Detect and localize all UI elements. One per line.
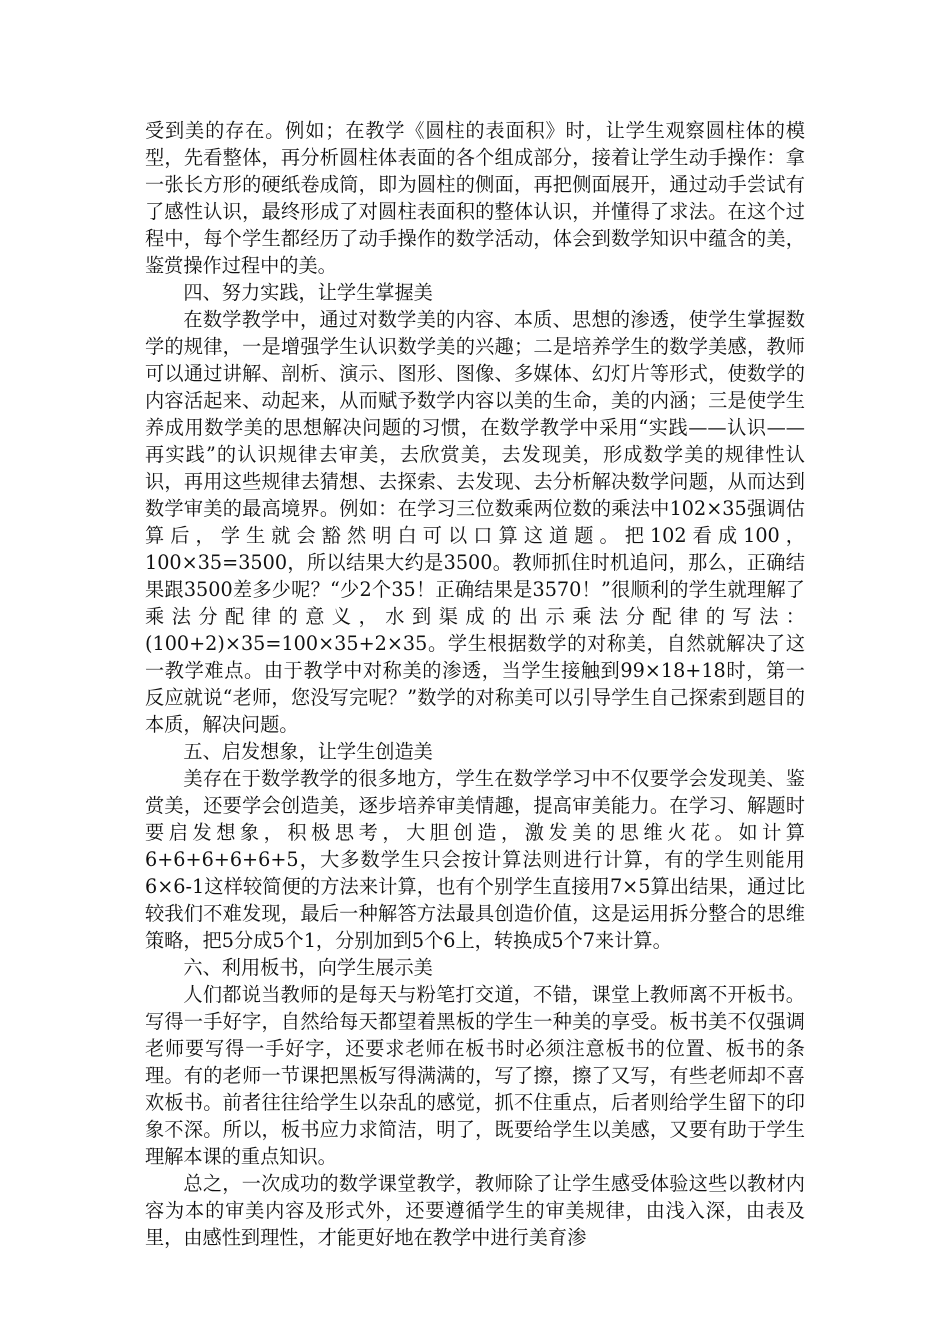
- section-heading-4: 四、努力实践，让学生掌握美: [183, 281, 433, 304]
- paragraph-conclusion: 总之，一次成功的数学课堂教学，教师除了让学生感受体验这些以教材内容为本的审美内容及形式外，还要遵循学生的审美规律，由浅入深，由表及里，由感性到理性，才能更好地在教学中进行美育渗: [145, 1172, 805, 1249]
- document-body: [145, 117, 805, 1251]
- section-heading-5: 五、启发想象，让学生创造美: [183, 740, 433, 763]
- section-heading-6: 六、利用板书，向学生展示美: [183, 956, 433, 979]
- paragraph-continuation: 受到美的存在。例如；在教学《圆柱的表面积》时，让学生观察圆柱体的模型，先看整体，再分析圆柱体表面的各个组成部分，接着让学生动手操作：拿一张长方形的硬纸卷成筒，即为圆柱的侧面，再把侧面展开，通过动手尝试有了感性认识，最终形成了对圆柱表面积的整体认识，并懂得了求法。在这个过程中，每个学生都经历了动手操作的数学活动，体会到数学知识中蕴含的美，鉴赏操作过程中的美。: [145, 119, 805, 277]
- paragraph-section-4: 在数学教学中，通过对数学美的内容、本质、思想的渗透，使学生掌握数学的规律，一是增强学生认识数学美的兴趣；二是培养学生的数学美感，教师可以通过讲解、剖析、演示、图形、图像、多媒体、幻灯片等形式，使数学的内容活起来、动起来，从而赋予数学内容以美的生命，美的内涵；三是使学生养成用数学美的思想解决问题的习惯，在数学教学中采用“实践——认识——再实践”的认识规律去审美，去欣赏美，去发现美，形成数学美的规律性认识，再用这些规律去猜想、去探索、去发现、去分析解决数学问题，从而达到数学审美的最高境界。例如：在学习三位数乘两位数的乘法中102×35强调估算后，学生就会豁然明白可以口算这道题。把102看成100，100×35=3500，所以结果大约是3500。教师抓住时机追问，那么，正确结果跟3500差多少呢？“少2个35！正确结果是3570！”很顺利的学生就理解了乘法分配律的意义，水到渠成的出示乘法分配律的写法：(100+2)×35=100×35+2×35。学生根据数学的对称美，自然就解决了这一教学难点。由于教学中对称美的渗透，当学生接触到99×18+18时，第一反应就说“老师，您没写完呢？”数学的对称美可以引导学生自己探索到题目的本质，解决问题。: [145, 308, 805, 736]
- paragraph-section-6: 人们都说当教师的是每天与粉笔打交道，不错，课堂上教师离不开板书。写得一手好字，自然给每天都望着黑板的学生一种美的享受。板书美不仅强调老师要写得一手好字，还要求老师在板书时必须注意板书的位置、板书的条理。有的老师一节课把黑板写得满满的，写了擦，擦了又写，有些老师却不喜欢板书。前者往往给学生以杂乱的感觉，抓不住重点，后者则给学生留下的印象不深。所以，板书应力求简洁，明了，既要给学生以美感，又要有助于学生理解本课的重点知识。: [145, 983, 805, 1168]
- paragraph-section-5: 美存在于数学教学的很多地方，学生在数学学习中不仅要学会发现美、鉴赏美，还要学会创造美，逐步培养审美情趣，提高审美能力。在学习、解题时要启发想象，积极思考，大胆创造，激发美的思维火花。如计算6+6+6+6+6+5，大多数学生只会按计算法则进行计算，有的学生则能用6×6-1这样较简便的方法来计算，也有个别学生直接用7×5算出结果，通过比较我们不难发现，最后一种解答方法最具创造价值，这是运用拆分整合的思维策略，把5分成5个1，分别加到5个6上，转换成5个7来计算。: [145, 767, 805, 952]
